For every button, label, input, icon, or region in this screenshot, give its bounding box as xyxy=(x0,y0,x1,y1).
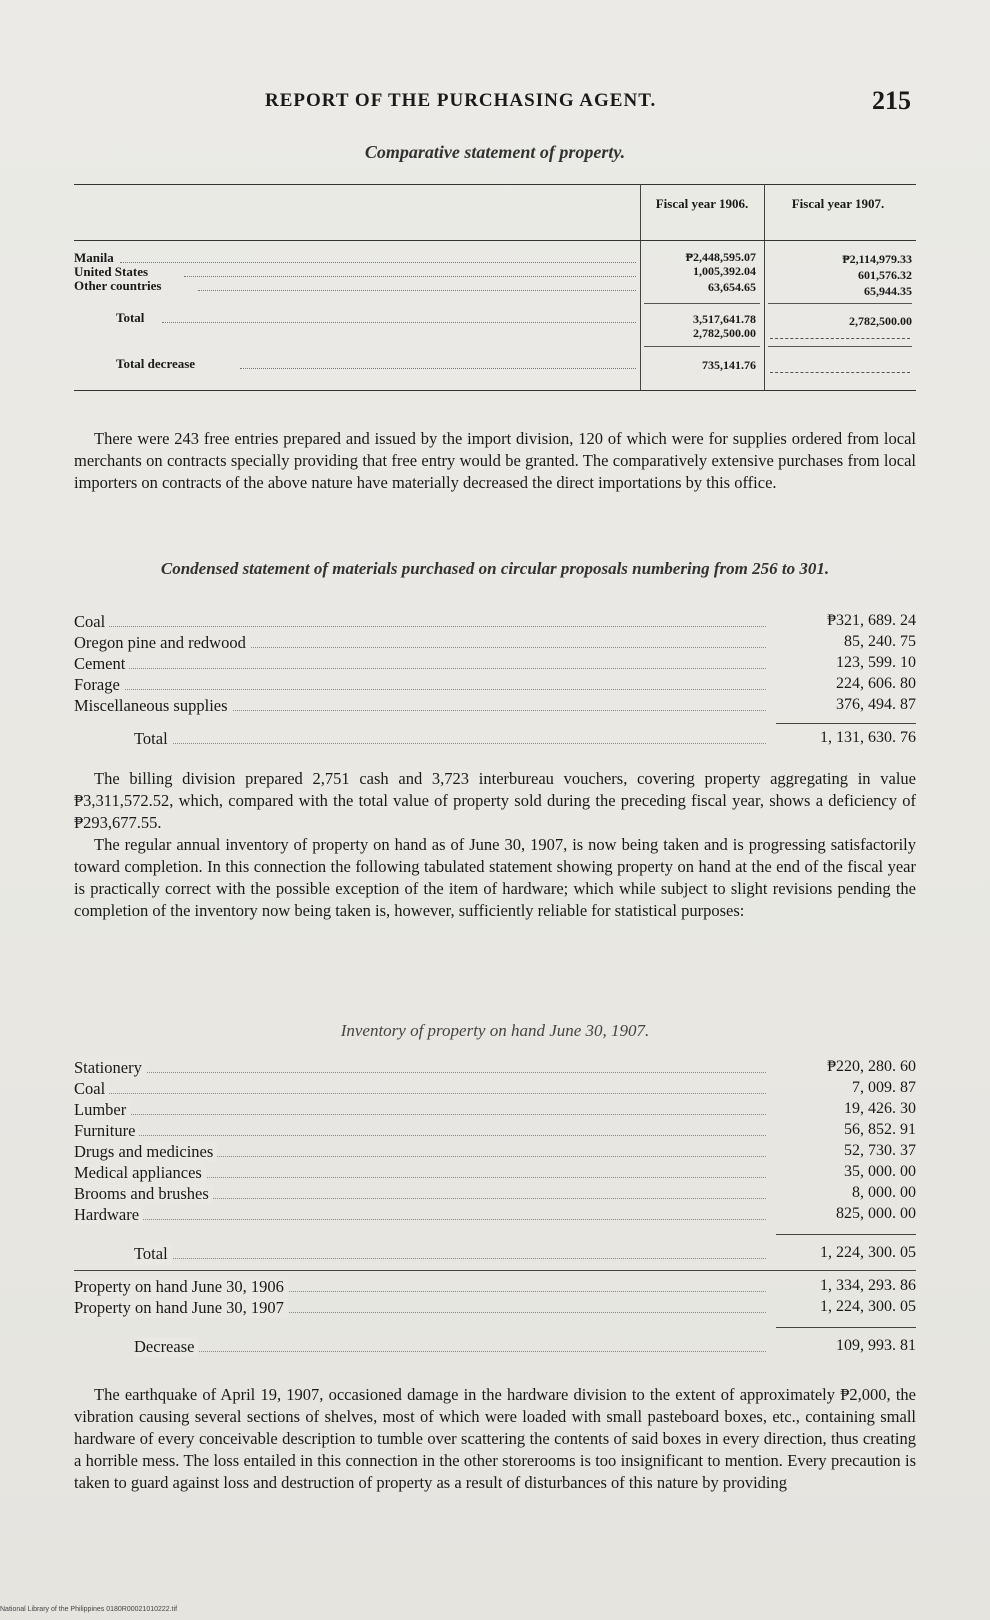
leader-dots xyxy=(154,1258,766,1259)
dashed-blank xyxy=(770,338,910,339)
value-1907: ₱2,114,979.33 xyxy=(842,252,912,266)
condensed-list xyxy=(74,612,916,750)
condensed-caption-text: Condensed statement of materials purchased on circular proposals numbering from 256 to 301. xyxy=(160,559,830,578)
condensed-caption xyxy=(150,558,840,580)
section-rule xyxy=(74,1270,916,1271)
value-1907: 601,576.32 xyxy=(858,268,912,282)
decrease-value: 109, 993. 81 xyxy=(836,1337,916,1354)
item-label: Coal xyxy=(74,1079,109,1099)
paragraph-text: The billing division prepared 2,751 cash and 3,723 interbureau vouchers, covering property aggregating in value ₱3,311,572.52, which, compared with the total value of property sold during the preceding fiscal year, shows a deficiency of ₱293,677.55. xyxy=(74,769,916,832)
total-decrease-value: 735,141.76 xyxy=(702,358,756,372)
inventory-list xyxy=(74,1058,916,1358)
scan-footer: National Library of the Philippines 0180R00021010222.tif xyxy=(0,1606,178,1613)
item-label: Miscellaneous supplies xyxy=(74,696,232,716)
list-item xyxy=(74,675,916,696)
leader-dots xyxy=(94,1072,766,1073)
leader-dots xyxy=(184,276,636,277)
total-label: Total xyxy=(116,310,145,325)
list-item xyxy=(74,612,916,633)
item-value: 7, 009. 87 xyxy=(852,1079,916,1096)
total-1906: 3,517,641.78 xyxy=(693,312,756,326)
total-1907: 2,782,500.00 xyxy=(849,314,912,328)
leader-dots xyxy=(94,1114,766,1115)
leader-dots xyxy=(198,290,636,291)
comparative-caption: Comparative statement of property. xyxy=(364,142,626,162)
item-value: 1, 224, 300. 05 xyxy=(820,1298,916,1315)
list-item xyxy=(74,1079,916,1100)
value-1906: 1,005,392.04 xyxy=(693,264,756,278)
item-value: 123, 599. 10 xyxy=(836,654,916,671)
leader-dots xyxy=(94,689,766,690)
item-label: Brooms and brushes xyxy=(74,1184,213,1204)
list-item xyxy=(74,1100,916,1121)
value-1907: 65,944.35 xyxy=(864,284,912,298)
item-value: 35, 000. 00 xyxy=(844,1163,916,1180)
item-label: Hardware xyxy=(74,1205,143,1225)
paragraph-text: There were 243 free entries prepared and issued by the import division, 120 of which were for supplies ordered from local merchants on contracts specially providing that free entry would be granted. The comparatively extensive purchases from local importers on contracts of the above nature have materially decreased the direct importations by this office. xyxy=(74,429,916,492)
item-label: Property on hand June 30, 1906 xyxy=(74,1277,288,1297)
item-label: Coal xyxy=(74,612,109,632)
column-divider xyxy=(764,184,765,390)
item-value: 825, 000. 00 xyxy=(836,1205,916,1222)
item-label: Stationery xyxy=(74,1058,146,1078)
list-item xyxy=(74,1058,916,1079)
item-label: Forage xyxy=(74,675,124,695)
list-item xyxy=(74,696,916,717)
item-value: 85, 240. 75 xyxy=(844,633,916,650)
item-value: ₱321, 689. 24 xyxy=(827,612,916,629)
item-label: Oregon pine and redwood xyxy=(74,633,250,653)
sum-rule xyxy=(776,723,916,724)
row-label: Other countries xyxy=(74,278,162,293)
total-decrease-label: Total decrease xyxy=(116,356,196,371)
decrease-label: Decrease xyxy=(134,1337,198,1357)
item-label: Furniture xyxy=(74,1121,139,1141)
item-value: 224, 606. 80 xyxy=(836,675,916,692)
leader-dots xyxy=(120,262,636,263)
paragraph-earthquake xyxy=(74,1384,916,1494)
compare-row xyxy=(74,1298,916,1319)
total-1906-sub: 2,782,500.00 xyxy=(693,326,756,340)
list-item xyxy=(74,1163,916,1184)
item-value: ₱220, 280. 60 xyxy=(827,1058,916,1075)
paragraph-text: The regular annual inventory of property on hand as of June 30, 1907, is now being taken and is progressing satisfactorily toward completion. In this connection the following tabulated statement showing property on hand at the end of the fiscal year is practically correct with the possible exception of the item of hardware; which while subject to slight revisions pending the completion of the inventory now being taken is, however, sufficiently reliable for statistical purposes: xyxy=(74,835,916,920)
table-top-rule xyxy=(74,184,916,185)
leader-dots xyxy=(94,1135,766,1136)
list-item xyxy=(74,1121,916,1142)
page-number: 215 xyxy=(872,86,911,115)
list-item xyxy=(74,1142,916,1163)
item-label: Lumber xyxy=(74,1100,130,1120)
leader-dots xyxy=(162,322,636,323)
table-bottom-rule xyxy=(74,390,916,391)
list-item xyxy=(74,633,916,654)
leader-dots xyxy=(240,368,636,369)
item-label: Cement xyxy=(74,654,129,674)
item-value: 52, 730. 37 xyxy=(844,1142,916,1159)
leader-dots xyxy=(94,1093,766,1094)
page-header xyxy=(0,88,990,124)
list-item xyxy=(74,1184,916,1205)
row-label: Manila xyxy=(74,250,114,265)
leader-dots xyxy=(94,668,766,669)
col-header-1907: Fiscal year 1907. xyxy=(791,196,885,211)
total-value: 1, 224, 300. 05 xyxy=(820,1244,916,1261)
dashed-blank xyxy=(770,372,910,373)
sum-rule xyxy=(776,1327,916,1328)
inventory-caption: Inventory of property on hand June 30, 1907. xyxy=(340,1021,650,1040)
item-value: 1, 334, 293. 86 xyxy=(820,1277,916,1294)
compare-row xyxy=(74,1277,916,1298)
row-label: United States xyxy=(74,264,149,279)
col-header-1906: Fiscal year 1906. xyxy=(655,196,749,211)
value-1906: ₱2,448,595.07 xyxy=(685,250,756,264)
leader-dots xyxy=(154,743,766,744)
total-row xyxy=(74,1244,916,1265)
decrease-row xyxy=(74,1337,916,1358)
item-label: Property on hand June 30, 1907 xyxy=(74,1298,288,1318)
item-value: 8, 000. 00 xyxy=(852,1184,916,1201)
total-value: 1, 131, 630. 76 xyxy=(820,729,916,746)
sum-rule xyxy=(644,346,760,347)
total-label: Total xyxy=(134,1244,172,1264)
paragraph-text: The earthquake of April 19, 1907, occasioned damage in the hardware division to the extent of approximately ₱2,000, the vibration causing several sections of shelves, most of which were loaded with small pasteboard boxes, etc., containing small hardware of every conceivable description to tumble over scattering the contents of said boxes in every direction, thus creating a horrible mess. The loss entailed in this connection in the other storerooms is too insignificant to mention. Every precaution is taken to guard against loss and destruction of property as a result of disturbances of this nature by providing xyxy=(74,1385,916,1492)
leader-dots xyxy=(154,1351,766,1352)
paragraph-free-entries xyxy=(74,428,916,494)
sum-rule xyxy=(768,346,912,347)
item-value: 56, 852. 91 xyxy=(844,1121,916,1138)
total-row xyxy=(74,729,916,750)
sum-rule xyxy=(776,1234,916,1235)
header-rule xyxy=(74,240,916,241)
paragraph-billing xyxy=(74,768,916,922)
list-item xyxy=(74,654,916,675)
item-label: Drugs and medicines xyxy=(74,1142,217,1162)
list-item xyxy=(74,1205,916,1226)
sum-rule xyxy=(644,303,760,304)
leader-dots xyxy=(94,626,766,627)
value-1906: 63,654.65 xyxy=(708,280,756,294)
leader-dots xyxy=(94,1219,766,1220)
total-label: Total xyxy=(134,729,172,749)
item-value: 19, 426. 30 xyxy=(844,1100,916,1117)
item-label: Medical appliances xyxy=(74,1163,206,1183)
sum-rule xyxy=(768,303,912,304)
item-value: 376, 494. 87 xyxy=(836,696,916,713)
column-divider xyxy=(640,184,641,390)
running-title: REPORT OF THE PURCHASING AGENT. xyxy=(265,90,657,111)
